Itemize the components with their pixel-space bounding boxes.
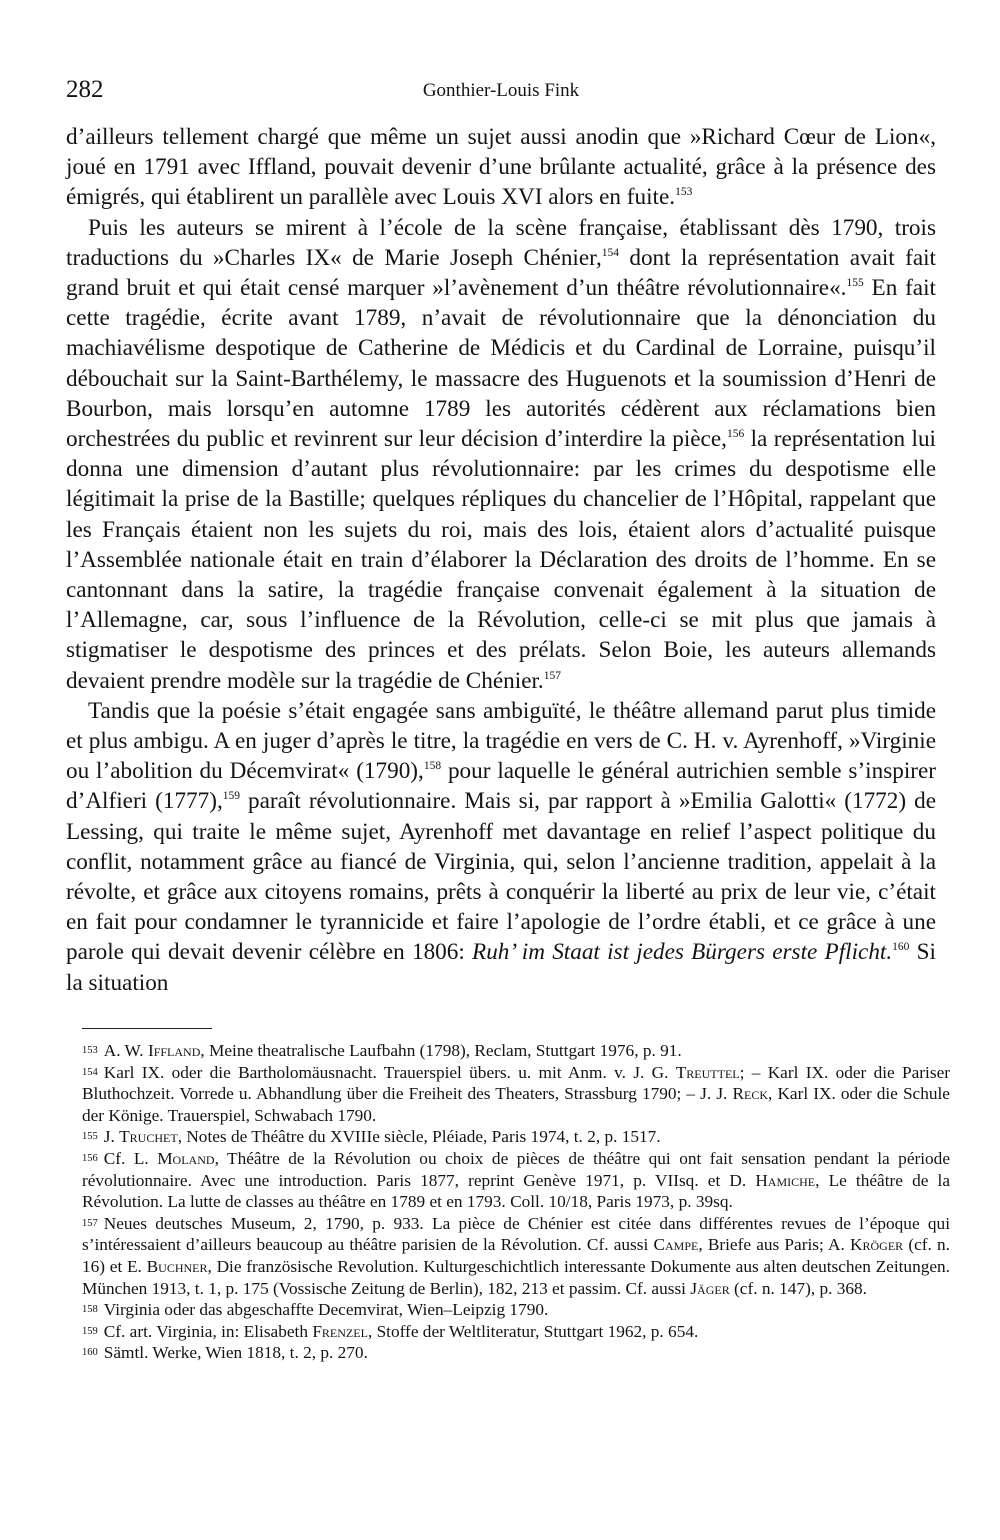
paragraph-3 [66, 696, 936, 998]
footnote-159 [82, 1321, 950, 1343]
author-name: Buchner [146, 1256, 208, 1276]
author-name: Hamiche [755, 1170, 816, 1190]
footnote-ref: 154 [601, 246, 620, 259]
author-name: Campe [653, 1235, 699, 1255]
footnote-number: 157 [82, 1217, 98, 1229]
paragraph-1 [66, 122, 936, 213]
footnote-text: , Stoffe der Weltliteratur, Stuttgart 1962, p. 654. [367, 1321, 699, 1341]
footnote-155 [82, 1126, 950, 1148]
footnote-157 [82, 1213, 950, 1299]
text-segment: la représentation lui donna une dimension d’autant plus révolutionnaire: par les crimes du despotisme elle légitimait la prise de la Bastille; quelques répliques du chancelier de l’Hôpital, rappelant que les Français étaient non les sujets du roi, mais des lois, étaient alors d’actualité puisque l’Assemblée nationale était en train d’élaborer la Déclaration des droits de l’homme. En se cantonnant dans la satire, la tragédie française convenait également à la situation de l’Allemagne, car, sous l’influence de la Révolution, celle-ci se mit plus que jamais à stigmatiser le despotisme des princes et des prélats. Selon Boie, les auteurs allemands devaient prendre modèle sur la tragédie de Chénier. [66, 426, 936, 694]
footnote-153 [82, 1040, 950, 1062]
page-number: 282 [66, 76, 104, 103]
footnote-160 [82, 1342, 950, 1364]
text-segment: pour laquelle le général autrichien semble s’inspirer d’Alfieri (1777), [66, 758, 936, 815]
footnote-text: ; – Karl IX. oder die Pariser Bluthochzeit. Vorrede u. Abhandlung über die Freiheit des Theaters, Strassburg 1790; – J. J. [82, 1062, 951, 1104]
footnote-ref: 155 [846, 277, 864, 290]
footnote-ref: 157 [543, 669, 561, 682]
author-name: Truchet [119, 1127, 178, 1147]
footnote-text: , Die französische Revolution. Kulturgeschichtlich interessante Dokumente aus alten deutschen Zeitungen. München 1913, t. 1, p. 175 (Vossische Zeitung de Berlin), 182, 213 et passim. Cf. aussi [82, 1256, 950, 1298]
footnote-ref: 156 [726, 428, 745, 441]
footnote-number: 153 [82, 1045, 98, 1056]
running-head: Gonthier-Louis Fink [422, 80, 580, 101]
author-name: Reck [732, 1084, 769, 1104]
text-segment: Si la situation [66, 939, 936, 996]
page-header [66, 76, 936, 116]
footnote-number: 154 [82, 1066, 98, 1078]
footnote-ref: 158 [423, 760, 442, 773]
paragraph-2 [66, 213, 936, 696]
text-segment: En fait cette tragédie, écrite avant 1789, n’avait de révolutionnaire que la dénonciation du machiavélisme despotique de Catherine de Médicis et du Cardinal de Lorraine, puisqu’il débouchait sur la Saint-Barthélemy, le massacre des Huguenots et la soumission d’Henri de Bourbon, mais lorsqu’en automne 1789 les autorités cédèrent aux réclamations bien orchestrées du public et revinrent sur leur décision d’interdire la pièce, [66, 275, 936, 453]
footnote-text: , Briefe aus Paris; A. [698, 1235, 850, 1255]
footnote-number: 158 [82, 1304, 98, 1316]
footnote-separator [82, 1028, 212, 1029]
footnote-number: 155 [82, 1131, 98, 1143]
author-name: Moland [157, 1148, 215, 1168]
text-segment: dont la représentation avait fait grand bruit et qui était censé marquer »l’avènement d’un théâtre révolutionnaire«. [66, 244, 936, 302]
author-name: Treuttel [675, 1062, 740, 1082]
footnote-text: (cf. n. 147), p. 368. [729, 1278, 867, 1298]
footnote-text: Sämtl. Werke, Wien 1818, t. 2, p. 270. [103, 1343, 368, 1363]
footnote-number: 159 [82, 1325, 98, 1337]
footnote-154 [82, 1062, 950, 1127]
footnote-text: , Meine theatralische Laufbahn (1798), Reclam, Stuttgart 1976, p. 91. [200, 1041, 682, 1060]
text-segment: Tandis que la poésie s’était engagée sans ambiguïté, le théâtre allemand parut plus timide et plus ambigu. A en juger d’après le titre, la tragédie en vers de C. H. v. Ayrenhoff, »Virginie ou l’abolition du Décemvirat« (1790), [66, 697, 936, 785]
footnote-text: A. W. [103, 1041, 148, 1060]
footnote-text: Cf. L. [103, 1148, 158, 1168]
main-text [66, 122, 936, 998]
footnote-156 [82, 1148, 950, 1213]
footnote-text: J. [103, 1127, 120, 1147]
footnote-text: , Le théâtre de la Révolution. La lutte de classes au théâtre en 1789 et en 1793. Coll. 10/18, Paris 1973, p. 39sq. [82, 1170, 950, 1212]
author-name: Kröger [850, 1235, 904, 1255]
footnote-158 [82, 1299, 950, 1321]
footnote-text: (cf. n. 16) et E. [82, 1235, 950, 1276]
italic-quote: Ruh’ im Staat ist jedes Bürgers erste Pflicht. [472, 939, 893, 966]
text-segment: Puis les auteurs se mirent à l’école de la scène française, établissant dès 1790, trois traductions du »Charles IX« de Marie Joseph Chénier, [66, 214, 936, 271]
footnote-text: , Théâtre de la Révolution ou choix de pièces de théâtre qui ont fait sensation pendant la période révolutionnaire. Avec une introduction. Paris 1877, reprint Genève 1971, p. VIIsq. et D. [82, 1148, 950, 1190]
footnote-ref: 160 [892, 941, 910, 954]
author-name: Iffland [147, 1041, 201, 1060]
author-name: Jäger [690, 1278, 730, 1298]
text-segment: paraît révolutionnaire. Mais si, par rapport à »Emilia Galotti« (1772) de Lessing, qui traite le même sujet, Ayrenhoff met davantage en relief l’aspect politique du conflit, notamment grâce au fiancé de Virginia, qui, selon l’ancienne tradition, appelait à la révolte, et grâce aux citoyens romains, prêts à conquérir la liberté au prix de leur vie, c’était en fait pour condamner le tyrannicide et faire l’apologie de l’ordre établi, et ce grâce à une parole qui devait devenir célèbre en 1806: [66, 788, 936, 966]
footnote-number: 160 [82, 1347, 98, 1359]
footnote-number: 156 [82, 1152, 98, 1164]
footnote-text: Karl IX. oder die Bartholomäusnacht. Trauerspiel übers. u. mit Anm. v. J. G. [103, 1062, 676, 1082]
footnote-text: , Karl IX. oder die Schule der Könige. Trauerspiel, Schwabach 1790. [82, 1084, 950, 1125]
footnote-ref: 159 [222, 790, 241, 803]
footnote-text: Virginia oder das abgeschaffte Decemvirat, Wien–Leipzig 1790. [103, 1300, 549, 1320]
footnotes [82, 1040, 950, 1364]
footnote-text: , Notes de Théâtre du XVIIIe siècle, Pléiade, Paris 1974, t. 2, p. 1517. [177, 1127, 661, 1147]
footnote-text: Neues deutsches Museum, 2, 1790, p. 933. La pièce de Chénier est citée dans différentes revues de l’époque qui s’intéressaient d’ailleurs beaucoup au théâtre parisien de la Révolution. Cf. aussi [82, 1213, 950, 1255]
footnote-text: Cf. art. Virginia, in: Elisabeth [103, 1321, 313, 1341]
author-name: Frenzel [312, 1321, 368, 1341]
text-segment: d’ailleurs tellement chargé que même un sujet aussi anodin que »Richard Cœur de Lion«, joué en 1791 avec Iffland, pouvait devenir d’une brûlante actualité, grâce à la présence des émigrés, qui établirent un parallèle avec Louis XVI alors en fuite. [66, 124, 936, 211]
footnote-ref: 153 [675, 186, 693, 199]
